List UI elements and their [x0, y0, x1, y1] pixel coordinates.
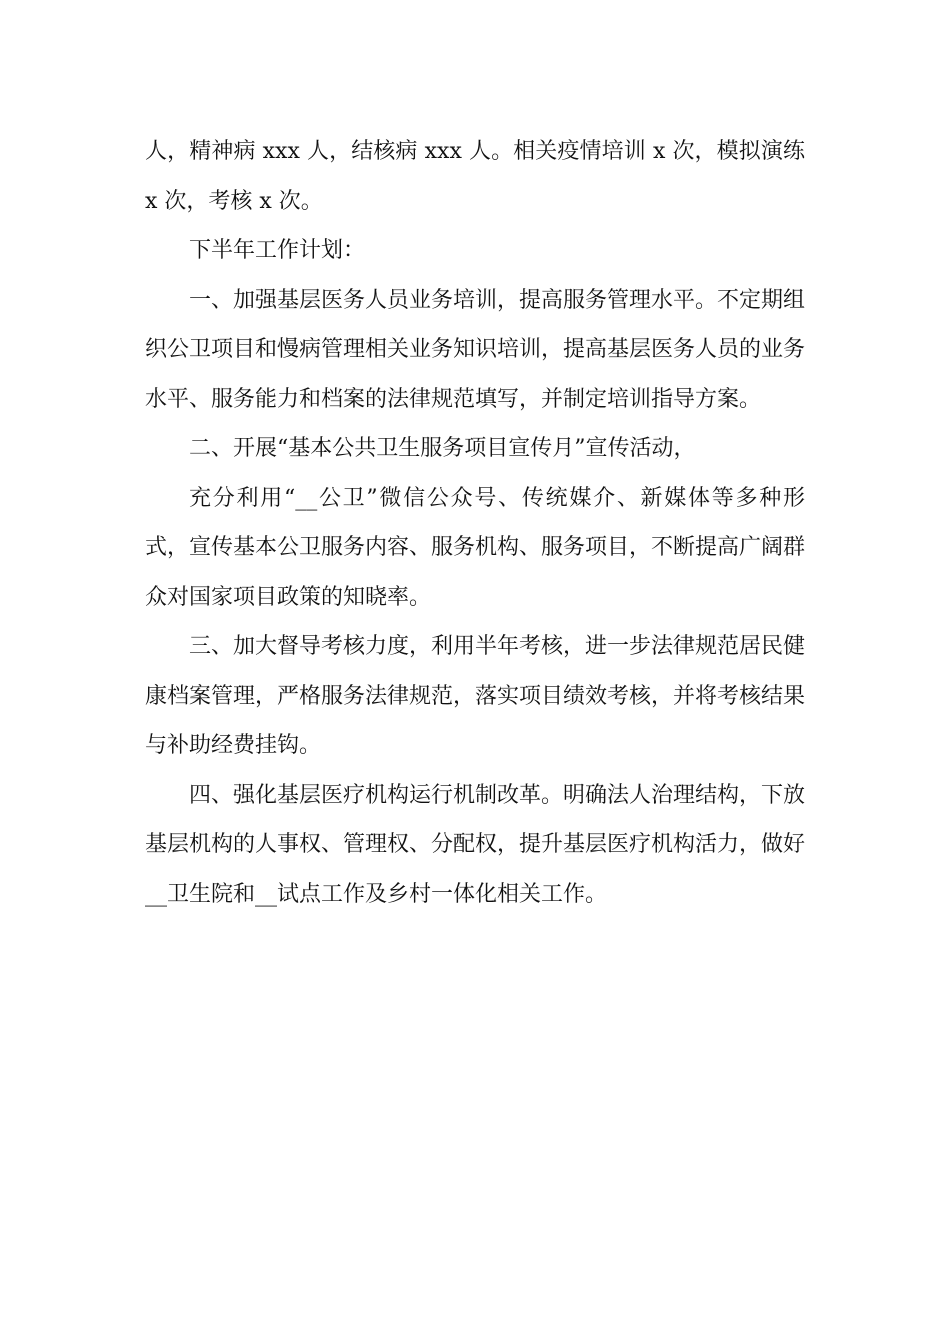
paragraph-item-3: 三、加大督导考核力度，利用半年考核，进一步法律规范居民健康档案管理，严格服务法律规范，落实项目绩效考核，并将考核结果与补助经费挂钩。 — [145, 634, 806, 758]
paragraph-item-4: 四、强化基层医疗机构运行机制改革。明确法人治理结构，下放基层机构的人事权、管理权、分配权，提升基层医疗机构活力，做好__卫生院和__试点工作及乡村一体化相关工作。 — [145, 782, 806, 907]
section-heading-plan: 下半年工作计划： — [189, 238, 366, 263]
document-body — [145, 127, 805, 919]
paragraph-item-1: 一、加强基层医务人员业务培训，提高服务管理水平。不定期组织公卫项目和慢病管理相关业务知识培训，提高基层医务人员的业务水平、服务能力和档案的法律规范填写，并制定培训指导方案。 — [145, 287, 806, 412]
paragraph-continuation: 人，精神病 xxx 人，结核病 xxx 人。相关疫情培训 x 次，模拟演练 x 次，考核 x 次。 — [145, 139, 805, 214]
paragraph-item-2: 二、开展“基本公共卫生服务项目宣传月”宣传活动， — [189, 436, 696, 461]
paragraph-item-2-detail: 充分利用“__公卫”微信公众号、传统媒介、新媒体等多种形式，宣传基本公卫服务内容、服务机构、服务项目，不断提高广阔群众对国家项目政策的知晓率。 — [145, 485, 806, 610]
